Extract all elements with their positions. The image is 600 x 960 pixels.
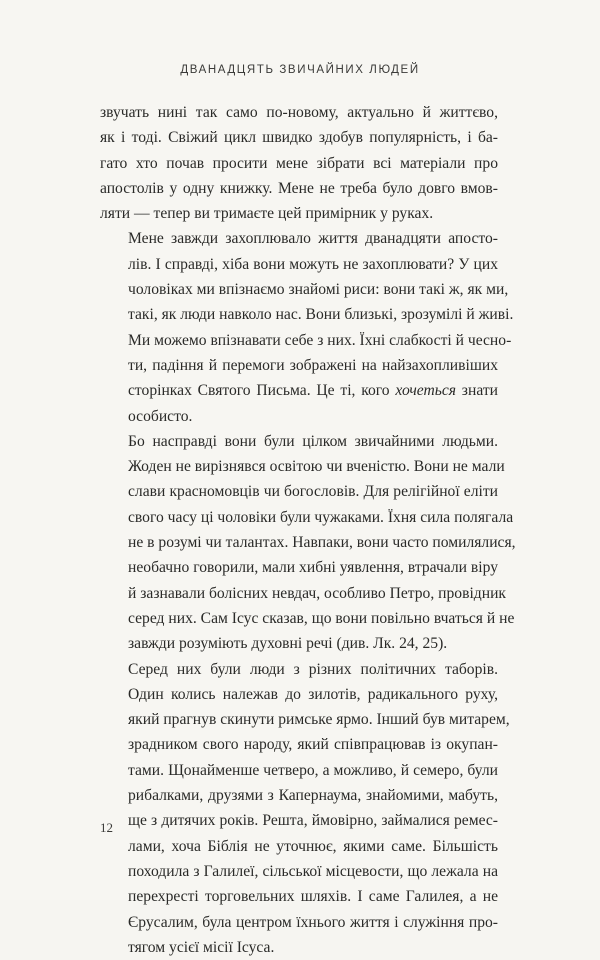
text-line: сторінках Святого Письма. Це ті, кого хочеться знати <box>128 382 498 400</box>
text-line: лів. І справді, хіба вони можуть не захоплювати? У цих <box>128 255 498 273</box>
text-line: звучать нині так само по-новому, актуально й життєво, <box>100 104 498 121</box>
text-line: лами, хоча Біблія не уточнює, якими саме. Більшість <box>128 837 498 855</box>
text-line: ляти — тепер ви тримаєте цей примірник у руках. <box>100 205 434 223</box>
text-line: рибалками, друзями з Капернаума, знайомими, мабуть, <box>128 787 498 805</box>
text-line: свого часу ці чоловіки були чужаками. Їхня сила полягала <box>128 508 514 526</box>
text-line: й зазнавали болісних невдач, особливо Петро, провідник <box>128 584 506 602</box>
text-line: походила з Галилеї, сільської місцевости, що лежала на <box>128 862 498 880</box>
text-line: ще з дитячих років. Решта, ймовірно, займалися ремес- <box>128 812 498 830</box>
text-line: завжди розуміють духовні речі (див. Лк. 24, 25). <box>128 635 448 653</box>
page-number: 12 <box>100 820 113 835</box>
text-line: тами. Щонайменше четверо, а можливо, й семеро, були <box>128 761 498 779</box>
text-line: Єрусалим, була центром їхнього життя і служіння про- <box>128 913 498 931</box>
text-line: слави красномовців чи богословів. Для релігійної еліти <box>128 483 498 501</box>
text-line: гато хто почав просити мене зібрати всі матеріали про <box>100 154 498 172</box>
text-line: Один колись належав до зилотів, радикального руху, <box>128 685 498 703</box>
text-line: особисто. <box>128 407 193 425</box>
emphasized-word: хочеться <box>395 382 457 400</box>
text-line: перехресті торговельних шляхів. І саме Галилея, а не <box>128 888 498 906</box>
text-line: Серед них були люди з різних політичних таборів. <box>128 660 498 678</box>
text-line: такі, як люди навколо нас. Вони близькі, зрозумілі й живі. <box>128 306 514 324</box>
text-line: Бо насправді вони були цілком звичайними людьми. <box>128 432 498 450</box>
text-line: Ми можемо впізнавати себе з них. Їхні слабкості й чесно- <box>128 331 512 349</box>
text-line: Жоден не вирізнявся освітою чи вченістю. Вони не мали <box>128 458 505 476</box>
text-line: який прагнув скинути римське ярмо. Інший був митарем, <box>128 711 510 729</box>
text-line: серед них. Сам Ісус сказав, що вони повільно вчаться й не <box>128 609 515 627</box>
paragraph <box>100 100 498 226</box>
text-line: зрадником свого народу, який співпрацював із окупан- <box>128 736 498 754</box>
body-text <box>100 100 516 960</box>
text-line: тягом усієї місії Ісуса. <box>128 938 275 956</box>
paragraph <box>100 429 516 657</box>
running-head: ДВАНАДЦЯТЬ ЗВИЧАЙНИХ ЛЮДЕЙ <box>180 64 420 76</box>
text-line: апостолів у одну книжку. Мене не треба було довго вмов- <box>100 179 498 197</box>
text-line: Мене завжди захоплювало життя дванадцяти апосто- <box>128 230 498 248</box>
text-line: не в розумі чи талантах. Навпаки, вони часто помилялися, <box>128 534 516 552</box>
text-line: необачно говорили, мали хибні уявлення, втрачали віру <box>128 559 498 577</box>
paragraph <box>100 226 514 428</box>
text-line: ти, падіння й перемоги зображені на найзахопливіших <box>128 356 498 374</box>
text-line: як і тоді. Свіжий цикл швидко здобув популярність, і ба- <box>100 129 498 147</box>
paragraph <box>100 657 510 960</box>
text-line: чоловіках ми впізнаємо знайомі риси: вони такі ж, як ми, <box>128 281 509 299</box>
